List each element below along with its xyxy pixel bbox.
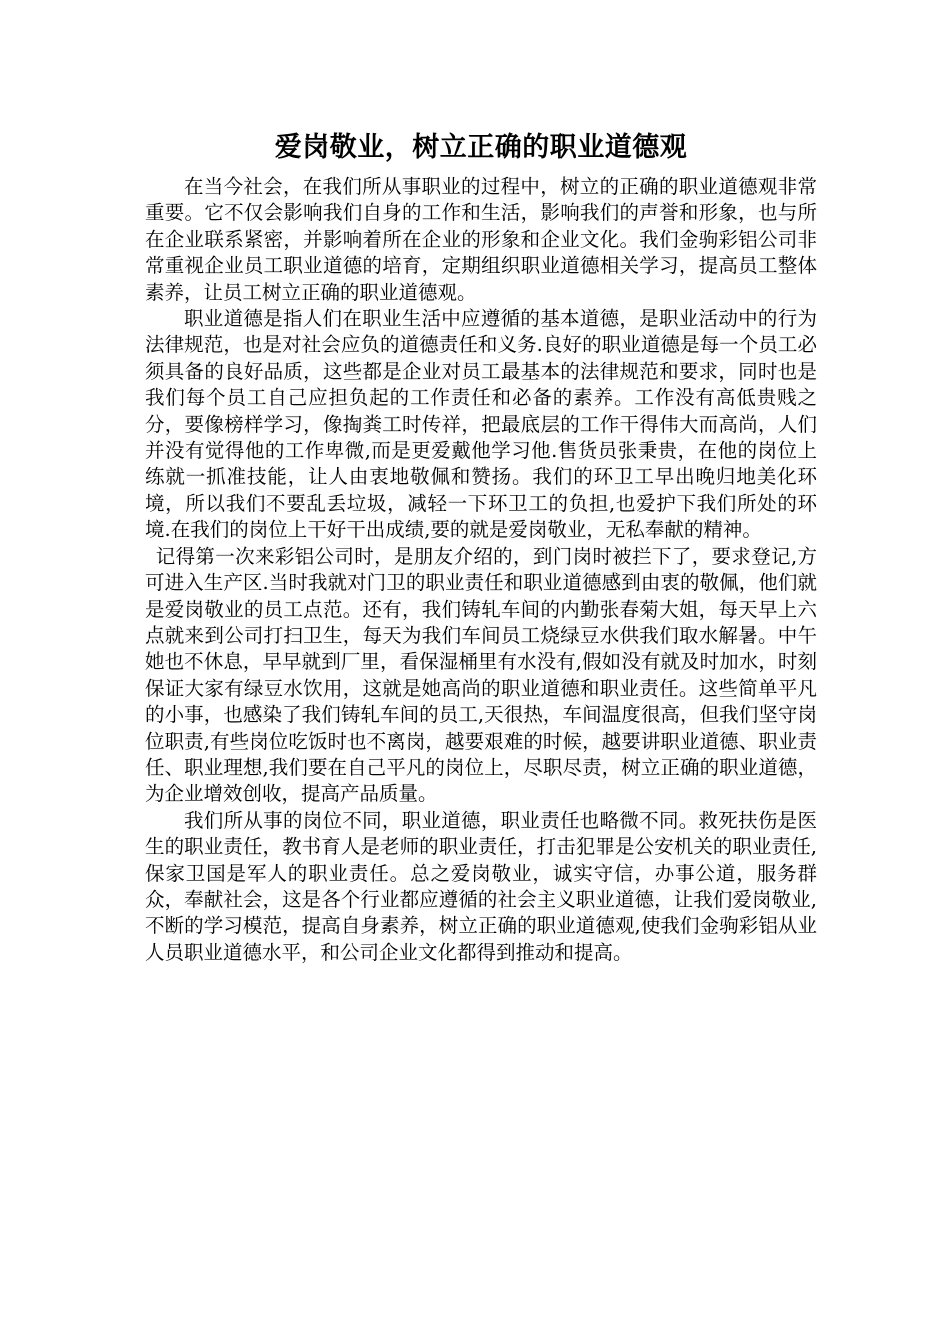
- document-title: 爱岗敬业，树立正确的职业道德观: [274, 132, 688, 163]
- paragraph-intro: 在当今社会，在我们所从事职业的过程中，树立的正确的职业道德观非常重要。它不仅会影响我们自身的工作和生活，影响我们的声誉和形象，也与所在企业联系紧密，并影响着所在企业的形象和企业文化。我们金驹彩铝公司非常重视企业员工职业道德的培育，定期组织职业道德相关学习，提高员工整体素养，让员工树立正确的职业道德观。: [145, 175, 817, 304]
- document-page: [145, 128, 817, 966]
- paragraph-experience: 记得第一次来彩铝公司时，是朋友介绍的，到门岗时被拦下了，要求登记,方可进入生产区.当时我就对门卫的职业责任和职业道德感到由衷的敬佩，他们就是爱岗敬业的员工点范。还有，我们铸轧车间的内勤张春菊大姐，每天早上六点就来到公司打扫卫生，每天为我们车间员工烧绿豆水供我们取水解暑。中午她也不休息，早早就到厂里，看保湿桶里有水没有,假如没有就及时加水，时刻保证大家有绿豆水饮用，这就是她高尚的职业道德和职业责任。这些简单平凡的小事，也感染了我们铸轧车间的员工,天很热，车间温度很高，但我们坚守岗位职责,有些岗位吃饭时也不离岗，越要艰难的时候，越要讲职业道德、职业责任、职业理想,我们要在自己平凡的岗位上，尽职尽责，树立正确的职业道德，为企业增效创收，提高产品质量。: [145, 544, 817, 806]
- paragraph-definition: 职业道德是指人们在职业生活中应遵循的基本道德，是职业活动中的行为法律规范，也是对社会应负的道德责任和义务.良好的职业道德是每一个员工必须具备的良好品质，这些都是企业对员工最基本的法律规范和要求，同时也是我们每个员工自己应担负起的工作责任和必备的素养。工作没有高低贵贱之分，要像榜样学习，像掏粪工时传祥，把最底层的工作干得伟大而高尚，人们并没有觉得他的工作卑微,而是更爱戴他学习他.售货员张秉贵，在他的岗位上练就一抓准技能，让人由衷地敬佩和赞扬。我们的环卫工早出晚归地美化环境，所以我们不要乱丢垃圾，减轻一下环卫工的负担,也爱护下我们所处的环境.在我们的岗位上干好干出成绩,要的就是爱岗敬业，无私奉献的精神。: [145, 307, 817, 542]
- paragraph-conclusion: 我们所从事的岗位不同，职业道德，职业责任也略微不同。救死扶伤是医生的职业责任，教书育人是老师的职业责任，打击犯罪是公安机关的职业责任,保家卫国是军人的职业责任。总之爱岗敬业，诚实守信，办事公道，服务群众，奉献社会，这是各个行业都应遵循的社会主义职业道德，让我们爱岗敬业,不断的学习模范，提高自身素养，树立正确的职业道德观,使我们金驹彩铝从业人员职业道德水平，和公司企业文化都得到推动和提高。: [145, 808, 817, 964]
